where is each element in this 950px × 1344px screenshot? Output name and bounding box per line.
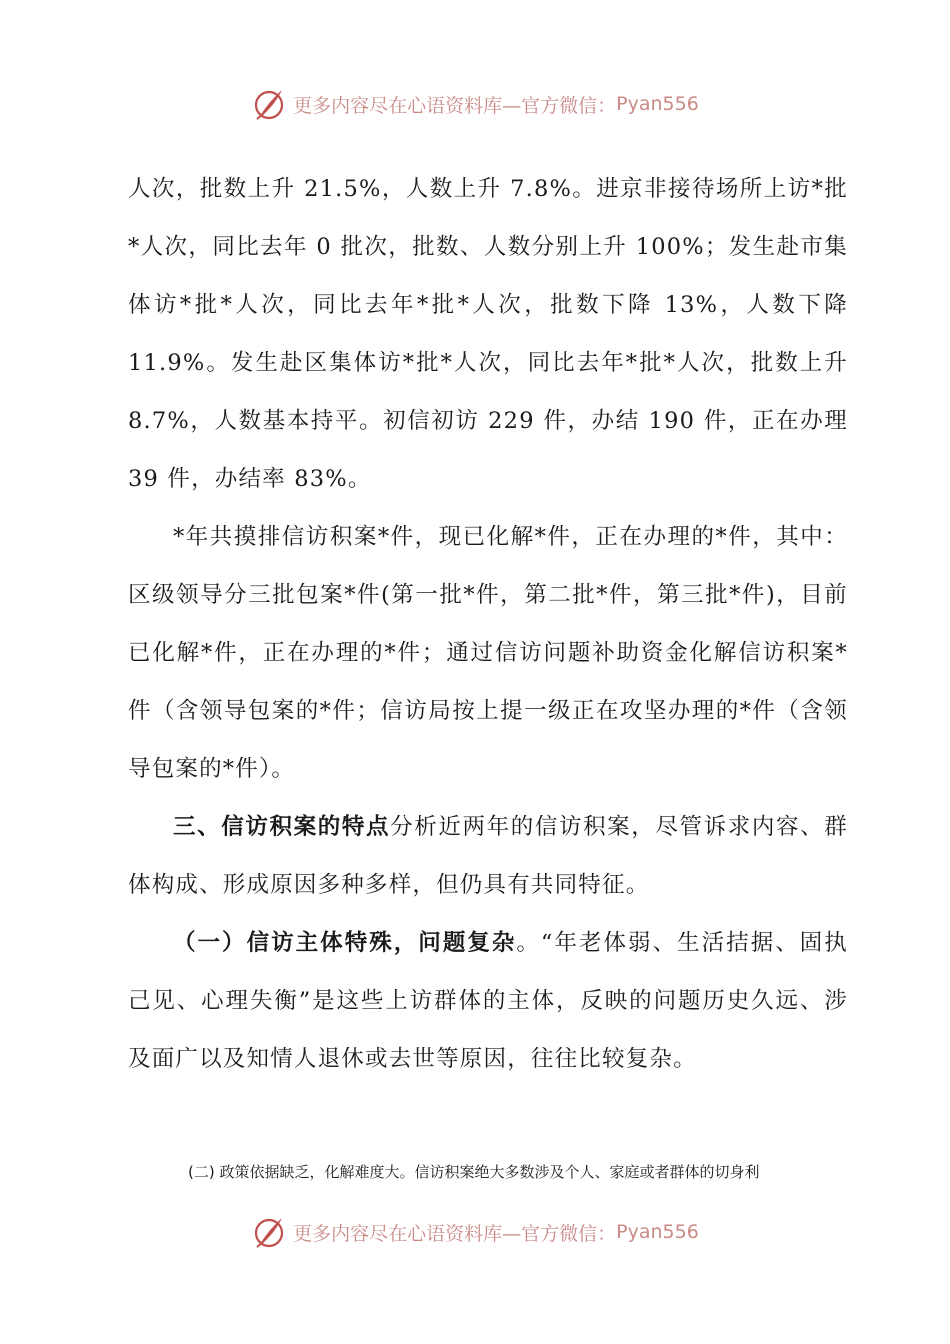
section-heading-3: 三、信访积案的特点 — [173, 814, 391, 840]
quill-pen-logo-icon — [251, 86, 287, 122]
header-banner-text: 更多内容尽在心语资料库—官方微信： — [293, 94, 617, 117]
footer-banner-text: 更多内容尽在心语资料库—官方微信： — [293, 1222, 617, 1245]
header-banner — [0, 84, 950, 124]
paragraph-4 — [128, 914, 848, 1088]
paragraph-3 — [128, 798, 848, 914]
paragraph-4-text: 。“年老体弱、生活拮据、固执己见、心理失衡”是这些上访群体的主体，反映的问题历史久远、涉及面广以及知情人退休或去世等原因，往往比较复杂。 — [128, 930, 848, 1072]
paragraph-3-text: 分析近两年的信访积案，尽管诉求内容、群体构成、形成原因多种多样，但仍具有共同特征。 — [128, 814, 848, 898]
footer-banner — [0, 1212, 950, 1252]
document-body — [128, 160, 848, 1088]
subsection-heading-1: （一）信访主体特殊，问题复杂 — [173, 930, 517, 956]
footer-banner-wechat: Pyan556 — [616, 1221, 699, 1243]
quill-pen-logo-icon — [251, 1214, 287, 1250]
header-banner-wechat: Pyan556 — [616, 93, 699, 115]
paragraph-2: *年共摸排信访积案*件，现已化解*件，正在办理的*件，其中：区级领导分三批包案*件(第一批*件，第二批*件，第三批*件)，目前已化解*件，正在办理的*件；通过信访问题补助资金化解信访积案*件（含领导包案的*件；信访局按上提一级正在攻坚办理的*件（含领导包案的*件）。 — [128, 524, 848, 782]
paragraph-1: 人次，批数上升 21.5%，人数上升 7.8%。进京非接待场所上访*批*人次，同比去年 0 批次，批数、人数分别上升 100%；发生赴市集体访*批*人次，同比去年*批*人次，批数下降 13%，人数下降 11.9%。发生赴区集体访*批*人次，同比去年*批*人次，批数上升 8.7%，人数基本持平。初信初访 229 件，办结 190 件，正在办理 39 件，办结率 83%。 — [128, 176, 848, 492]
paragraph-5: (二) 政策依据缺乏，化解难度大。信访积案绝大多数涉及个人、家庭或者群体的切身利 — [188, 1163, 760, 1181]
